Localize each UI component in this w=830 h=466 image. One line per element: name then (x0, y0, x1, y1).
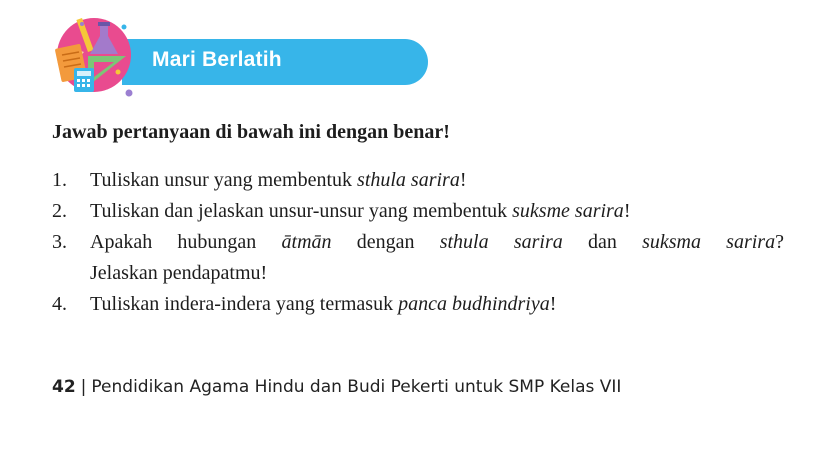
banner-title: Mari Berlatih (152, 48, 282, 71)
question-number: 3. (52, 231, 67, 253)
question-text: Tuliskan dan jelaskan unsur-unsur yang membentuk suksme sarira! (90, 200, 631, 222)
question-number: 1. (52, 169, 67, 191)
question-item (52, 289, 784, 320)
question-text: Tuliskan unsur yang membentuk sthula sarira! (90, 169, 467, 191)
book-title: Pendidikan Agama Hindu dan Budi Pekerti untuk SMP Kelas VII (91, 377, 622, 397)
question-text: Apakah hubungan ātmān dengan sthula sarira dan suksma sarira? (90, 231, 784, 253)
page-footer (52, 377, 621, 397)
section-banner (52, 10, 382, 100)
study-tools-icon (52, 10, 152, 100)
question-item (52, 227, 784, 289)
question-list (52, 165, 784, 320)
question-number: 2. (52, 200, 67, 222)
question-number: 4. (52, 293, 67, 315)
question-text: Tuliskan indera-indera yang termasuk panca budhindriya! (90, 293, 557, 315)
question-item (52, 196, 784, 227)
exercise-heading: Jawab pertanyaan di bawah ini dengan benar! (52, 121, 450, 143)
question-item (52, 165, 784, 196)
footer-separator: | (80, 377, 87, 397)
page-number: 42 (52, 377, 76, 397)
question-text-continuation: Jelaskan pendapatmu! (90, 262, 268, 284)
